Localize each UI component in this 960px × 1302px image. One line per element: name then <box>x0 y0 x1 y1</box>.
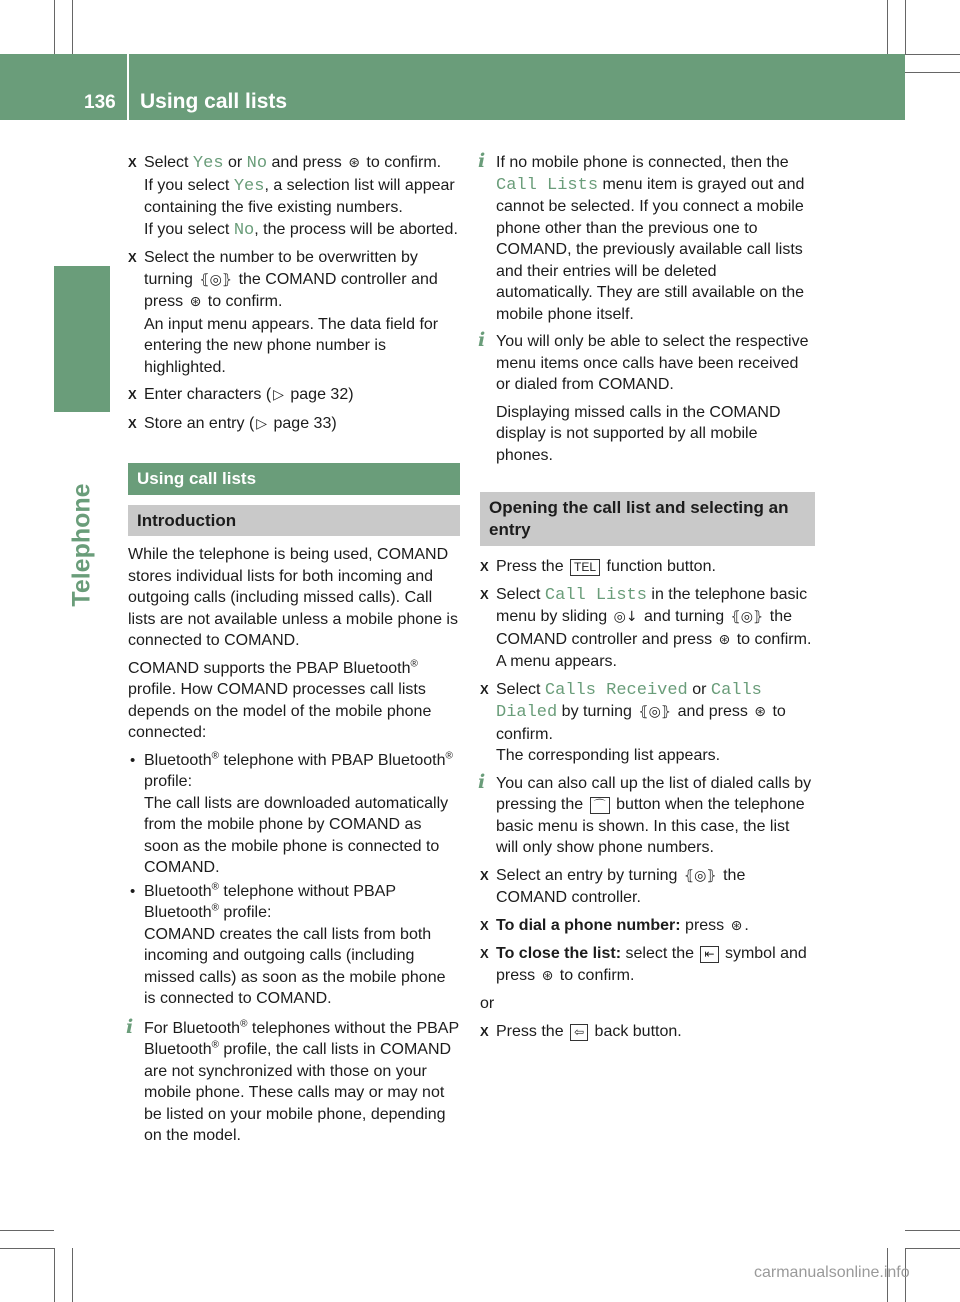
info-note: i You can also call up the list of dialed calls by pressing the ⌒ button when the telephone basic menu is shown. In this case, the list will only show phone numbers. <box>478 770 812 856</box>
press-icon: ⊛ <box>718 631 731 648</box>
subsection-heading: Opening the call list and selecting an entry <box>480 492 815 546</box>
crop-mark <box>905 0 906 54</box>
back-symbol-icon: ⇤ <box>700 946 718 963</box>
right-column <box>480 152 815 1048</box>
watermark: carmanualsonline.info <box>754 1264 910 1281</box>
step-select-calls: X Select Calls Received or Calls Dialed by turning ⦃◎⦄ and press ⊛ to confirm. The corresponding list appears. <box>480 679 815 767</box>
phone-key-icon: ⌒ <box>590 797 610 814</box>
intro-paragraph: While the telephone is being used, COMAND stores individual lists for both incoming and outgoing calls (including missed calls). Call lists are not available unless a mobile phone is connected to COMAND. <box>128 546 458 649</box>
info-icon: i <box>126 1015 134 1038</box>
crop-mark <box>0 1248 54 1249</box>
slide-controller-icon: ◎↓ <box>613 609 638 625</box>
info-icon: i <box>478 329 486 351</box>
turn-controller-icon: ⦃◎⦄ <box>638 704 672 720</box>
info-note: i If no mobile phone is connected, then the Call Lists menu item is grayed out and cannot be selected. If you connect a mobile phone other than the previous one to COMAND, the previously available call lists and their entries will be deleted automatically. They are still available on the mobile phone itself. <box>478 150 805 323</box>
bullet-pbap: • Bluetooth® telephone with PBAP Bluetooth® profile: The call lists are downloaded automatically from the mobile phone by COMAND as soon as the mobile phone is connected to COMAND. <box>128 750 460 879</box>
step-close-list: X To close the list: select the ⇤ symbol and press ⊛ to confirm. <box>480 943 815 987</box>
step-press-tel: X Press the TEL function button. <box>480 556 815 578</box>
info-note: i For Bluetooth® telephones without the PBAP Bluetooth® profile, the call lists in COMAND are not synchronized with those on your mobile phone. These calls may or may not be listed on your mobile phone, depending on the model. <box>126 1015 459 1144</box>
crop-mark <box>905 72 960 73</box>
step-press-back: X Press the ⇦ back button. <box>480 1021 815 1043</box>
press-icon: ⊛ <box>348 155 360 171</box>
step-store-entry: X Store an entry ( ▷ page 33) <box>128 413 460 436</box>
chapter-label: Telephone <box>67 483 96 607</box>
step-dial: X To dial a phone number: press ⊛ . <box>480 915 815 938</box>
header-divider <box>127 54 129 120</box>
section-heading: Using call lists <box>128 463 460 495</box>
step-select-call-lists: X Select Call Lists in the telephone basic menu by sliding ◎↓ and turning ⦃◎⦄ the COMAND controller and press ⊛ to confirm. A menu appears. <box>480 584 815 673</box>
page-ref-icon: ▷ <box>273 387 284 403</box>
step-enter-characters: X Enter characters ( ▷ page 32) <box>128 384 460 407</box>
step-select-yes-no: X Select Yes or No and press ⊛ to confirm. If you select Yes, a selection list will appear containing the five existing numbers. If you select No, the process will be aborted. <box>128 152 460 241</box>
page-ref-icon: ▷ <box>256 415 268 432</box>
info-icon: i <box>478 770 486 793</box>
press-icon: ⊛ <box>754 704 767 720</box>
step-select-number: X Select the number to be overwritten by turning ⦃◎⦄ the COMAND controller and press ⊛ to confirm. An input menu appears. The data field for entering the new phone number is highlighted. <box>128 247 460 378</box>
crop-mark <box>0 1230 54 1231</box>
crop-mark <box>72 0 73 54</box>
turn-controller-icon: ⦃◎⦄ <box>730 609 764 625</box>
crop-mark <box>887 0 888 54</box>
intro-paragraph: COMAND supports the PBAP Bluetooth® profile. How COMAND processes call lists depends on the model of the mobile phone connected: <box>128 658 432 741</box>
or-text: or <box>480 995 495 1012</box>
page-number: 136 <box>84 92 116 113</box>
crop-mark <box>54 1248 55 1302</box>
info-icon: i <box>478 150 486 172</box>
back-button-icon: ⇦ <box>570 1024 588 1041</box>
step-select-entry: X Select an entry by turning ⦃◎⦄ the COMAND controller. <box>480 865 815 909</box>
turn-controller-icon: ⦃◎⦄ <box>199 271 233 288</box>
press-icon: ⊛ <box>730 917 743 934</box>
crop-mark <box>905 1230 960 1231</box>
side-tab <box>54 266 110 412</box>
header-bar <box>0 54 905 120</box>
page-title: Using call lists <box>140 90 288 113</box>
crop-mark <box>905 54 960 55</box>
crop-mark <box>905 1248 960 1249</box>
subsection-heading: Introduction <box>128 505 460 537</box>
left-column <box>128 152 460 1153</box>
crop-mark <box>72 1248 73 1302</box>
turn-controller-icon: ⦃◎⦄ <box>683 867 717 884</box>
info-note: i You will only be able to select the respective menu items once calls have been received or dialed from COMAND. Displaying missed calls in the COMAND display is not supported by all mobile phones. <box>478 329 809 464</box>
bullet-no-pbap: • Bluetooth® telephone without PBAP Bluetooth® profile: COMAND creates the call lists from both incoming and outgoing calls (including missed calls) as soon as the mobile phone is connected to COMAND. <box>128 881 460 1010</box>
press-icon: ⊛ <box>541 967 554 984</box>
crop-mark <box>54 0 55 54</box>
tel-key-icon: TEL <box>570 559 600 576</box>
press-icon: ⊛ <box>189 294 202 310</box>
